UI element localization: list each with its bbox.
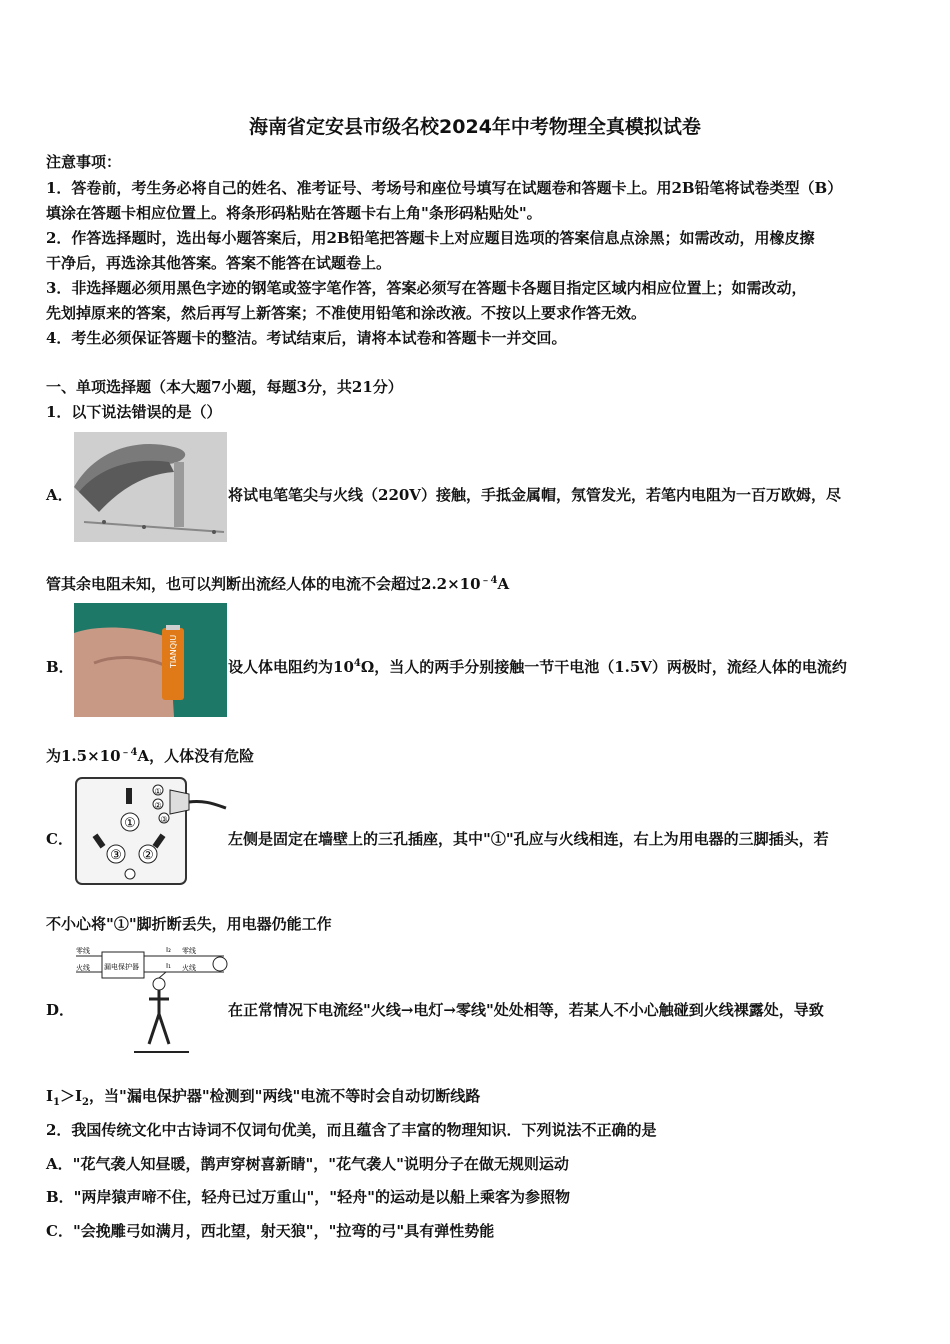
q1-b-text-b: Ω，当人的两手分别接触一节干电池（1.5V）两极时，流经人体的电流约	[360, 658, 847, 676]
page-title: 海南省定安县市级名校2024年中考物理全真模拟试卷	[249, 116, 701, 138]
test-pen-photo	[74, 432, 227, 542]
q1-b-exponent-1: 4	[353, 658, 361, 669]
notice-line-4: 干净后，再选涂其他答案。答案不能答在试题卷上。	[46, 254, 392, 272]
notice-heading: 注意事项：	[46, 153, 122, 171]
q1-d-sub-2: 2	[82, 1097, 89, 1108]
q1-b-text-a: 设人体电阻约为10	[228, 658, 354, 676]
q1-b-text-d: A，人体没有危险	[137, 747, 255, 765]
notice-line-5: 3．非选择题必须用黑色字迹的钢笔或签字笔作答，答案必须写在答题卡各题目指定区域内相应位置上；如需改动，	[46, 279, 807, 297]
q1-stem: 1．以下说法错误的是（）	[46, 403, 222, 421]
leakage-protector-figure	[74, 944, 234, 1062]
q1-option-a-text-2	[46, 571, 906, 594]
q1-a-text: 管其余电阻未知，也可以判断出流经人体的电流不会超过2.2×10	[46, 575, 481, 593]
q2-stem: 2．我国传统文化中古诗词不仅词句优美，而且蕴含了丰富的物理知识．下列说法不正确的是	[46, 1121, 657, 1139]
q1-option-c-text-1: 左侧是固定在墙壁上的三孔插座，其中"①"孔应与火线相连，右上为用电器的三脚插头，若	[228, 830, 829, 848]
q1-d-text-c: ，当"漏电保护器"检测到"两线"电流不等时会自动切断线路	[89, 1087, 481, 1105]
battery-photo	[74, 603, 227, 717]
q1-option-d-text-2	[46, 1086, 906, 1113]
q1-option-c-text-2: 不小心将"①"脚折断丢失，用电器仍能工作	[46, 915, 332, 933]
fig-i2-label: I₂	[166, 946, 171, 954]
q1-d-sub-1: 1	[53, 1097, 60, 1108]
notice-line-2: 填涂在答题卡相应位置上。将条形码粘贴在答题卡右上角"条形码粘贴处"。	[46, 204, 542, 222]
section-heading: 一、单项选择题（本大题7小题，每题3分，共21分）	[46, 378, 403, 396]
fig-live-right: 火线	[182, 964, 196, 972]
q2-option-c: C．"会挽雕弓如满月，西北望，射天狼"，"拉弯的弓"具有弹性势能	[46, 1222, 495, 1240]
q1-option-d-text-1: 在正常情况下电流经"火线→电灯→零线"处处相等，若某人不小心触碰到火线裸露处，导致	[228, 1001, 824, 1019]
plug-pin-1-label: ①	[154, 787, 162, 796]
three-hole-socket-figure	[74, 774, 227, 886]
socket-hole-1-label: ①	[124, 816, 136, 831]
q1-b-text-c: 为1.5×10	[46, 747, 121, 765]
q1-option-d-label: D．	[46, 1001, 75, 1019]
q1-option-a-label: A．	[46, 486, 73, 504]
q1-d-text-a: I	[46, 1087, 54, 1105]
q2-option-b: B．"两岸猿声啼不住，轻舟已过万重山"，"轻舟"的运动是以船上乘客为参照物	[46, 1188, 570, 1206]
q1-option-c-label: C．	[46, 830, 73, 848]
fig-i1-label: I₁	[166, 962, 171, 970]
q1-option-b-label: B．	[46, 658, 74, 676]
socket-hole-2-label: ②	[142, 848, 154, 863]
q1-d-text-b: ＞I	[60, 1087, 83, 1105]
q1-option-a-text-1: 将试电笔笔尖与火线（220V）接触，手抵金属帽，氖管发光，若笔内电阻为一百万欧姆，尽	[228, 486, 841, 504]
q2-option-a: A．"花气袭人知昼暖，鹊声穿树喜新睛"，"花气袭人"说明分子在做无规则运动	[46, 1155, 569, 1173]
socket-hole-3-label: ③	[110, 848, 122, 863]
q1-a-exponent: ﹣4	[480, 575, 498, 586]
fig-live-left: 火线	[76, 964, 90, 972]
plug-pin-2-label: ②	[154, 801, 162, 810]
battery-label: TIANQIU	[169, 634, 178, 668]
fig-protector-label: 漏电保护器	[104, 963, 139, 971]
q1-b-exponent-2: ﹣4	[120, 747, 138, 758]
notice-line-6: 先划掉原来的答案，然后再写上新答案；不准使用铅笔和涂改液。不按以上要求作答无效。	[46, 304, 647, 322]
q1-option-b-text-1	[228, 656, 908, 677]
plug-pin-3-label: ③	[160, 815, 168, 824]
notice-line-7: 4．考生必须保证答题卡的整洁。考试结束后，请将本试卷和答题卡一并交回。	[46, 329, 567, 347]
notice-line-3: 2．作答选择题时，选出每小题答案后，用2B铅笔把答题卡上对应题目选项的答案信息点涂黑；如需改动，用橡皮擦	[46, 229, 815, 247]
fig-neutral-left: 零线	[76, 947, 90, 955]
notice-line-1: 1．答卷前，考生务必将自己的姓名、准考证号、考场号和座位号填写在试题卷和答题卡上。用2B铅笔将试卷类型（B）	[46, 179, 843, 197]
q1-a-unit: A	[497, 575, 510, 593]
fig-neutral-right: 零线	[182, 947, 196, 955]
q1-option-b-text-2	[46, 743, 906, 766]
